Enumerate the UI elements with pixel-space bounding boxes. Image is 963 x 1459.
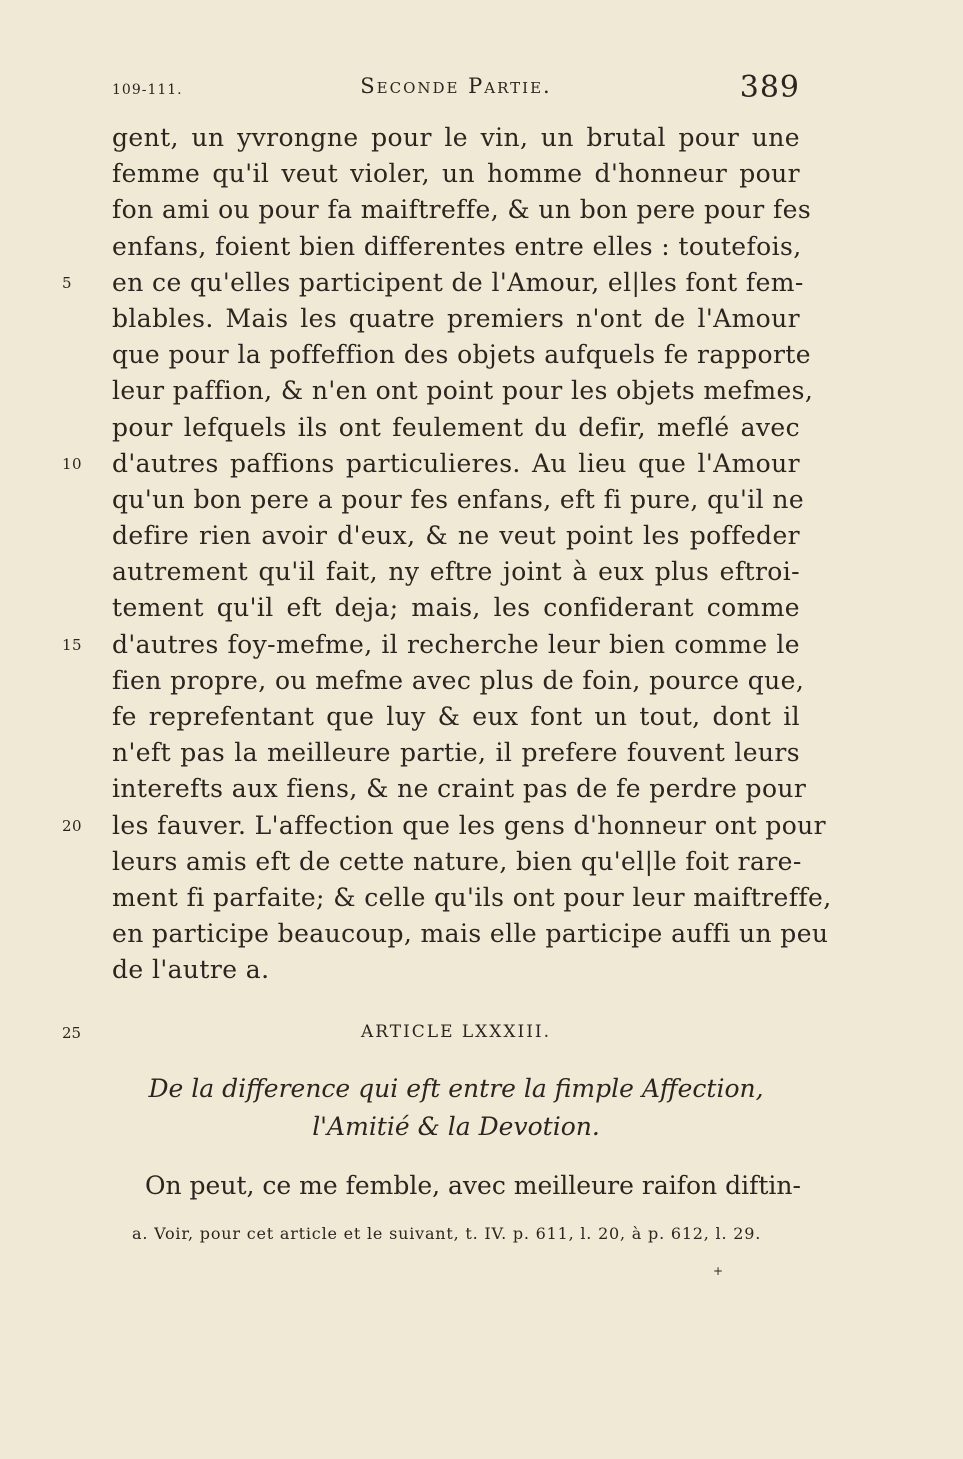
text-line	[112, 410, 800, 446]
article-title	[112, 1070, 800, 1146]
line-text: leurs amis eft de cette nature, bien qu'el|le foit rare-	[112, 846, 802, 876]
article-title-line: De la difference qui eft entre la fimple Affection,	[148, 1074, 764, 1103]
text-line	[112, 337, 811, 373]
line-text: que pour la poffeffion des objets aufquels fe rapporte	[112, 340, 811, 370]
line-text: leur paffion, & n'en ont point pour les objets mefmes,	[112, 376, 814, 406]
line-number: 20	[62, 816, 82, 835]
text-line	[62, 808, 827, 844]
line-text: en participe beaucoup, mais elle participe auffi un peu	[112, 919, 829, 949]
line-text: d'autres paffions particulieres. Au lieu que l'Amour	[112, 448, 800, 478]
line-text: qu'un bon pere a pour fes enfans, eft fi pure, qu'il ne	[112, 484, 805, 514]
footnote: a. Voir, pour cet article et le suivant, t. IV. p. 611, l. 20, à p. 612, l. 29.	[132, 1224, 762, 1243]
line-text: fien propre, ou mefme avec plus de foin, pource que,	[112, 665, 805, 695]
text-line	[112, 844, 800, 880]
section-reference: 109-111.	[112, 82, 183, 98]
line-number: 10	[62, 454, 82, 473]
article-heading: ARTICLE LXXXIII.	[360, 1022, 552, 1042]
line-text: interefts aux fiens, & ne craint pas de fe perdre pour	[112, 774, 807, 804]
line-text: blables. Mais les quatre premiers n'ont de l'Amour	[112, 303, 800, 333]
line-number: 5	[62, 273, 72, 292]
text-line	[112, 916, 829, 952]
text-line	[112, 301, 800, 337]
printer-mark: +	[713, 1264, 724, 1278]
line-text: les fauver. L'affection que les gens d'honneur ont pour	[112, 810, 827, 840]
line-text: femme qu'il veut violer, un homme d'honneur pour	[112, 159, 800, 189]
line-text: fon ami ou pour fa maiftreffe, & un bon pere pour fes	[112, 195, 812, 225]
text-line	[112, 699, 800, 735]
text-line	[62, 627, 800, 663]
line-text: fe reprefentant que luy & eux font un tout, dont il	[112, 702, 800, 731]
text-line	[112, 663, 805, 699]
text-line	[112, 192, 812, 228]
line-number: 15	[62, 635, 82, 654]
text-line	[112, 482, 805, 518]
article-opening-line: On peut, ce me femble, avec meilleure raifon diftin-	[145, 1171, 801, 1200]
text-line	[112, 590, 800, 626]
running-head	[112, 72, 800, 108]
line-text: enfans, foient bien differentes entre elles : toutefois,	[112, 231, 802, 261]
line-text: n'eft pas la meilleure partie, il prefere fouvent leurs	[112, 738, 800, 768]
line-text: autrement qu'il fait, ny eftre joint à eux plus eftroi-	[112, 557, 800, 587]
line-text: ment fi parfaite; & celle qu'ils ont pour leur maiftreffe,	[112, 882, 832, 912]
text-line	[62, 265, 804, 301]
line-text: defire rien avoir d'eux, & ne veut point les poffeder	[112, 521, 800, 551]
page-number: 389	[739, 70, 800, 105]
line-text: pour lefquels ils ont feulement du defir, meflé avec	[112, 412, 800, 442]
text-line	[112, 229, 800, 265]
text-line	[112, 554, 800, 590]
article-title-line: l'Amitié & la Devotion.	[312, 1112, 600, 1141]
line-text: tement qu'il eft deja; mais, les confiderant comme	[112, 593, 800, 623]
line-text: gent, un yvrongne pour le vin, un brutal pour une	[112, 123, 800, 152]
line-text: d'autres foy-mefme, il recherche leur bien comme le	[112, 629, 800, 659]
text-line	[112, 771, 807, 807]
text-line	[112, 952, 800, 988]
text-line	[112, 518, 800, 554]
text-line	[62, 446, 800, 482]
text-line	[112, 156, 800, 192]
line-number: 25	[62, 1024, 82, 1042]
text-line	[112, 880, 832, 916]
body-text	[62, 120, 832, 989]
line-text: en ce qu'elles participent de l'Amour, el|les font fem-	[112, 267, 804, 297]
text-line	[112, 373, 814, 409]
text-line	[112, 735, 800, 771]
part-title: Seconde Partie.	[360, 74, 552, 98]
line-text: de l'autre a.	[112, 955, 270, 985]
text-line	[112, 120, 800, 156]
